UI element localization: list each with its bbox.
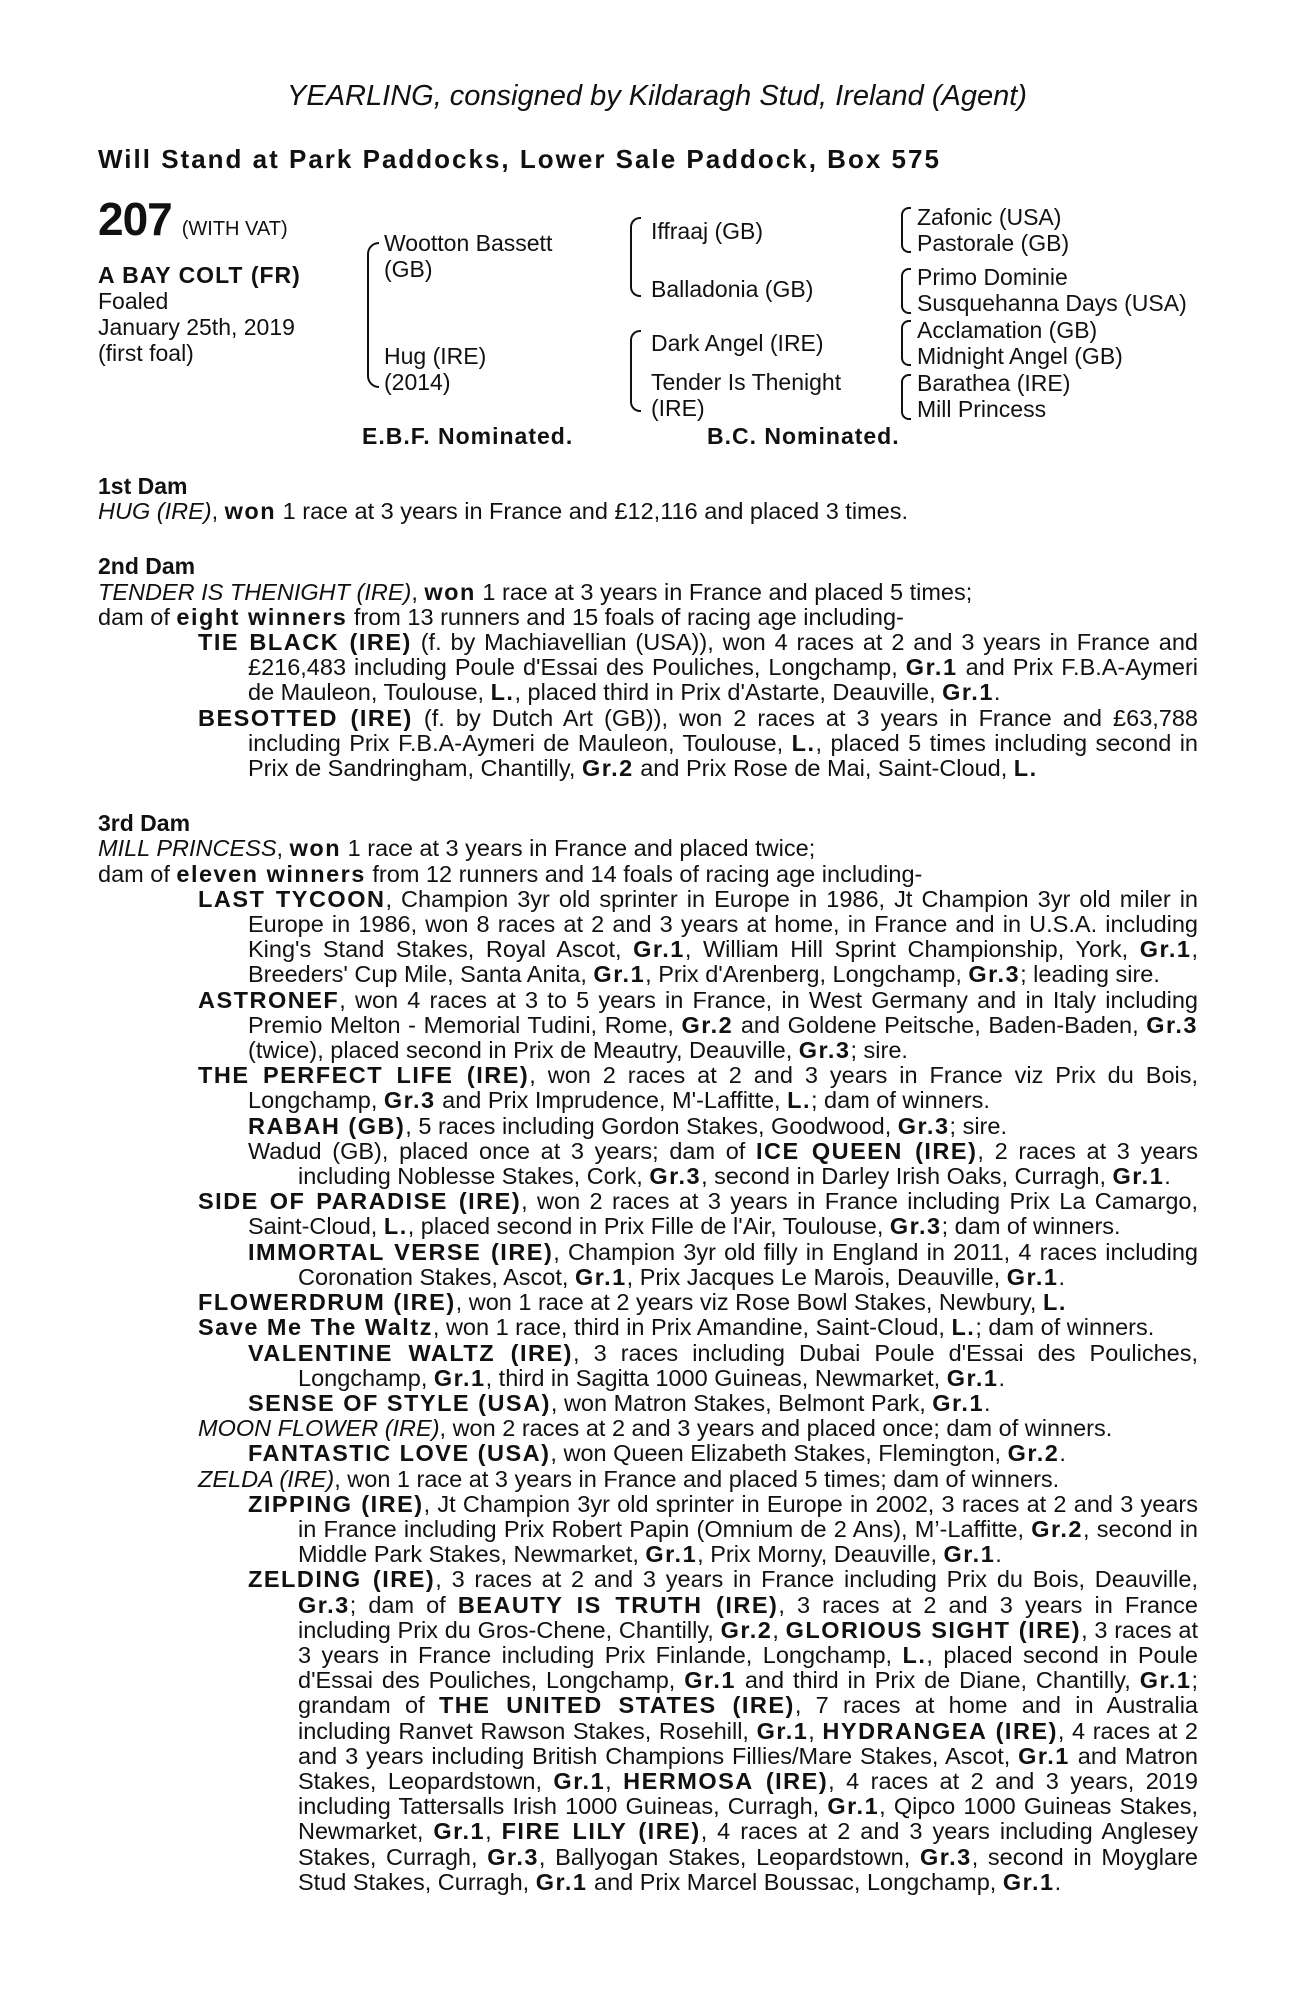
third-dam-record: MILL PRINCESS, won 1 race at 3 years in France and placed twice; dam of eleven winners from 12 runners and 14 foals of racing age including-: [98, 835, 923, 887]
pedigree-sire-sire: Iffraaj (GB): [651, 218, 764, 244]
produce-astronef: ASTRONEF, won 4 races at 3 to 5 years in France, in West Germany and in Italy including Premio Melton - Memorial Tudini, Rome, Gr.2 and Goldene Peitsche, Baden-Baden, Gr.3 (twice), placed second in Prix de Meautry, Deauville, Gr.3; sire.: [198, 986, 1198, 1064]
produce-zelding: ZELDING (IRE), 3 races at 2 and 3 years in France including Prix du Bois, Deauville, Gr.3; dam of BEAUTY IS TRUTH (IRE), 3 races at 2 and 3 years in France including Prix du Gros-Chene, Chantilly, Gr.2, GLORIOUS SIGHT (IRE), 3 races at 3 years in France including Prix Finlande, Longchamp, L., placed second in Poule d'Essai des Pouliches, Longchamp, Gr.1 and third in Prix de Diane, Chantilly, Gr.1; grandam of THE UNITED STATES (IRE), 7 races at home and in Australia including Ranvet Rawson Stakes, Rosehill, Gr.1, HYDRANGEA (IRE), 4 races at 2 and 3 years including British Champions Fillies/Mare Stakes, Ascot, Gr.1 and Matron Stakes, Leopardstown, Gr.1, HERMOSA (IRE), 4 races at 2 and 3 years, 2019 including Tattersalls Irish 1000 Guineas, Curragh, Gr.1, Qipco 1000 Guineas Stakes, Newmarket, Gr.1, FIRE LILY (IRE), 4 races at 2 and 3 years including Anglesey Stakes, Curragh, Gr.3, Ballyogan Stakes, Leopardstown, Gr.3, second in Moyglare Stud Stakes, Curragh, Gr.1 and Prix Marcel Boussac, Longchamp, Gr.1.: [248, 1566, 1199, 1895]
sire-line-brace: [630, 217, 641, 297]
gen3-brace-1: [901, 207, 911, 253]
lot-info: [98, 193, 288, 245]
pedigree-g7: Barathea (IRE): [917, 370, 1071, 396]
pedigree-g3: Primo Dominie: [917, 264, 1068, 290]
produce-fantastic-love: FANTASTIC LOVE (USA), won Queen Elizabeth Stakes, Flemington, Gr.2.: [248, 1440, 1066, 1467]
pedigree-sire-dam: Balladonia (GB): [651, 276, 814, 302]
pedigree-g8: Mill Princess: [917, 396, 1047, 422]
foaled-date: January 25th, 2019: [98, 314, 295, 340]
consignment-header: YEARLING, consigned by Kildaragh Stud, Ireland (Agent): [287, 80, 1027, 112]
first-dam-heading: 1st Dam: [98, 473, 188, 499]
produce-last-tycoon: LAST TYCOON, Champion 3yr old sprinter in Europe in 1986, Jt Champion 3yr old miler in Europe in 1986, won 8 races at 2 and 3 years at home, in France and in U.S.A. including King's Stand Stakes, Royal Ascot, Gr.1, William Hill Sprint Championship, York, Gr.1, Breeders' Cup Mile, Santa Anita, Gr.1, Prix d'Arenberg, Longchamp, Gr.3; leading sire.: [198, 885, 1199, 988]
second-dam-record: TENDER IS THENIGHT (IRE), won 1 race at 3 years in France and placed 5 times; dam of eight winners from 13 runners and 15 foals of racing age including-: [98, 578, 973, 630]
produce-tie-black: TIE BLACK (IRE) (f. by Machiavellian (USA)), won 4 races at 2 and 3 years in France and £216,483 including Poule d'Essai des Pouliches, Longchamp, Gr.1 and Prix F.B.A-Aymeri de Mauleon, Toulouse, L., placed third in Prix d'Astarte, Deauville, Gr.1.: [198, 629, 1198, 706]
third-dam-heading: 3rd Dam: [98, 810, 191, 837]
pedigree-g4: Susquehanna Days (USA): [917, 290, 1187, 316]
lot-name: A BAY COLT (FR): [98, 262, 301, 288]
gen3-brace-2: [901, 268, 911, 314]
produce-zelda: ZELDA (IRE), won 1 race at 3 years in France and placed 5 times; dam of winners.: [198, 1465, 1060, 1492]
produce-flowerdrum: FLOWERDRUM (IRE), won 1 race at 2 years viz Rose Bowl Stakes, Newbury, L.: [198, 1289, 1067, 1316]
first-foal-note: (first foal): [98, 340, 194, 366]
vat-note: (WITH VAT): [181, 218, 288, 240]
produce-the-perfect-life: THE PERFECT LIFE (IRE), won 2 races at 2 and 3 years in France viz Prix du Bois, Longchamp, Gr.3 and Prix Imprudence, M'-Laffitte, L.; dam of winners.: [198, 1062, 1199, 1114]
foaled-label: Foaled: [98, 288, 169, 314]
sire-dam-brace: [367, 242, 379, 388]
produce-rabah: RABAH (GB), 5 races including Gordon Stakes, Goodwood, Gr.3; sire.: [248, 1112, 1007, 1139]
gen3-brace-4: [901, 374, 911, 420]
produce-besotted: BESOTTED (IRE) (f. by Dutch Art (GB)), won 2 races at 3 years in France and £63,788 including Prix F.B.A-Aymeri de Mauleon, Toulouse, L., placed 5 times including second in Prix de Sandringham, Chantilly, Gr.2 and Prix Rose de Mai, Saint-Cloud, L.: [198, 704, 1198, 782]
pedigree-sire: Wootton Bassett (GB): [384, 230, 553, 282]
dam-line-brace: [630, 330, 641, 412]
pedigree-dam-dam: Tender Is Thenight (IRE): [651, 369, 842, 421]
pedigree-dam: Hug (IRE) (2014): [384, 343, 487, 395]
gen3-brace-3: [901, 320, 911, 366]
first-dam-record: HUG (IRE), won 1 race at 3 years in France and £12,116 and placed 3 times.: [98, 498, 908, 525]
pedigree-dam-sire: Dark Angel (IRE): [651, 330, 824, 356]
produce-wadud: Wadud (GB), placed once at 3 years; dam of ICE QUEEN (IRE), 2 races at 3 years including Noblesse Stakes, Cork, Gr.3, second in Darley Irish Oaks, Curragh, Gr.1.: [248, 1137, 1198, 1190]
produce-save-me-the-waltz: Save Me The Waltz, won 1 race, third in Prix Amandine, Saint-Cloud, L.; dam of winners.: [198, 1314, 1155, 1341]
pedigree-g1: Zafonic (USA): [917, 204, 1062, 230]
produce-zipping: ZIPPING (IRE), Jt Champion 3yr old sprinter in Europe in 2002, 3 races at 2 and 3 years in France including Prix Robert Papin (Omnium de 2 Ans), M’-Laffitte, Gr.2, second in Middle Park Stakes, Newmarket, Gr.1, Prix Morny, Deauville, Gr.1.: [248, 1490, 1198, 1568]
pedigree-g6: Midnight Angel (GB): [917, 343, 1123, 369]
produce-sense-of-style: SENSE OF STYLE (USA), won Matron Stakes, Belmont Park, Gr.1.: [248, 1389, 991, 1416]
produce-side-of-paradise: SIDE OF PARADISE (IRE), won 2 races at 3 years in France including Prix La Camargo, Saint-Cloud, L., placed second in Prix Fille de l'Air, Toulouse, Gr.3; dam of winners.: [198, 1188, 1198, 1240]
dam-line-text: [98, 474, 1198, 1895]
pedigree-g5: Acclamation (GB): [917, 317, 1098, 343]
second-dam-heading: 2nd Dam: [98, 553, 196, 580]
stand-location: Will Stand at Park Paddocks, Lower Sale Paddock, Box 575: [98, 144, 941, 174]
lot-details: [98, 262, 301, 366]
ebf-nominated: E.B.F. Nominated.: [362, 423, 574, 449]
lot-number: 207: [98, 193, 172, 245]
pedigree-g2: Pastorale (GB): [917, 230, 1070, 256]
produce-moon-flower: MOON FLOWER (IRE), won 2 races at 2 and 3 years and placed once; dam of winners.: [198, 1415, 1113, 1442]
produce-immortal-verse: IMMORTAL VERSE (IRE), Champion 3yr old filly in England in 2011, 4 races including Coronation Stakes, Ascot, Gr.1, Prix Jacques Le Marois, Deauville, Gr.1.: [248, 1238, 1198, 1290]
produce-valentine-waltz: VALENTINE WALTZ (IRE), 3 races including Dubai Poule d'Essai des Pouliches, Longchamp, Gr.1, third in Sagitta 1000 Guineas, Newmarket, Gr.1.: [248, 1339, 1198, 1391]
bc-nominated: B.C. Nominated.: [707, 423, 900, 449]
